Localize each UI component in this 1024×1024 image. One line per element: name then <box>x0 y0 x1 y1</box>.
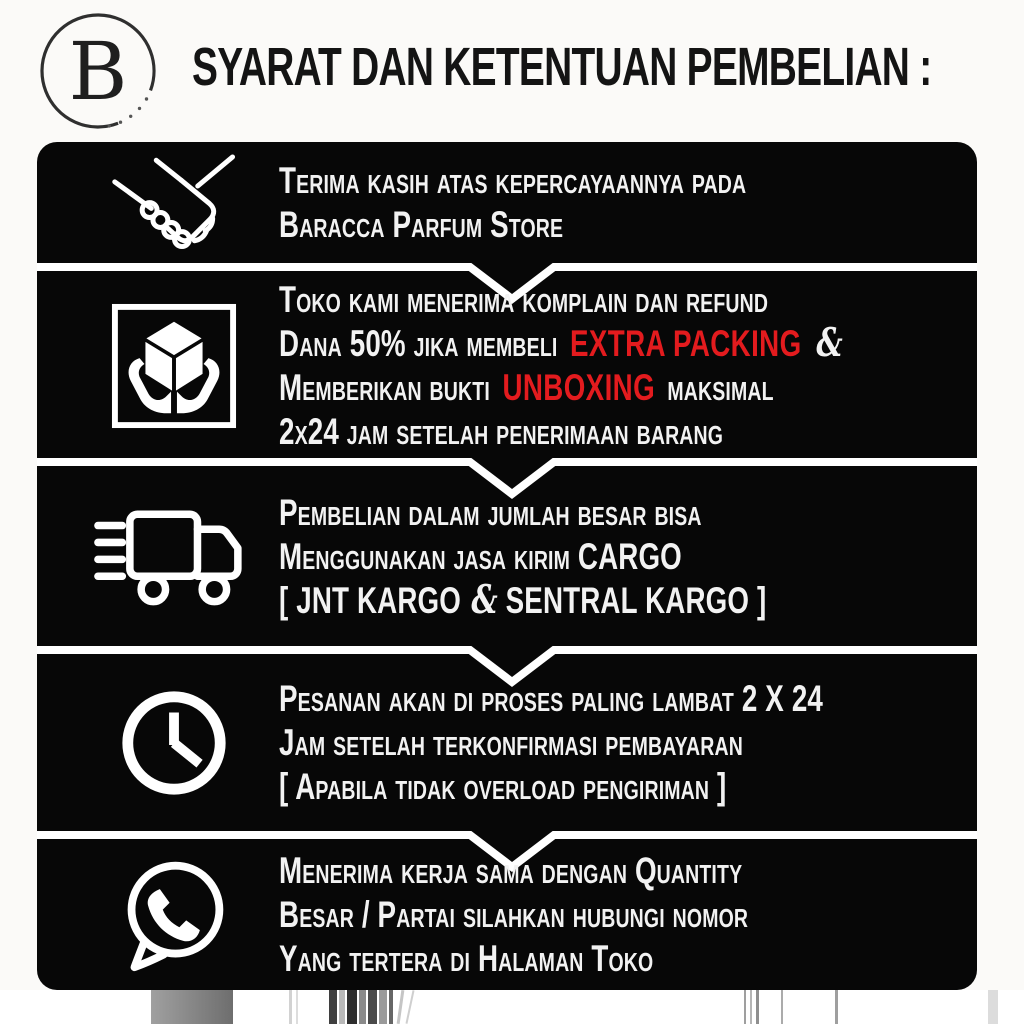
terms-panel <box>37 142 977 990</box>
highlight-text: UNBOXING <box>494 367 656 408</box>
blurred-bottle <box>339 990 345 1024</box>
text-line <box>279 765 823 809</box>
text-line <box>279 366 843 410</box>
blurred-line <box>756 990 759 1024</box>
text-line <box>279 849 748 893</box>
blurred-line <box>397 990 405 1024</box>
text-line <box>279 579 766 623</box>
blurred-bottle <box>329 990 337 1024</box>
section-text <box>279 849 748 981</box>
section-wholesale-contact <box>37 842 977 988</box>
text-line <box>279 677 823 721</box>
text-line <box>279 721 823 765</box>
text-segment: Besar / Partai silahkan hubungi nomor <box>279 894 749 935</box>
ampersand: & <box>806 321 843 366</box>
section-cargo-shipping <box>37 470 977 644</box>
text-line <box>279 203 746 247</box>
text-segment: maksimal <box>659 367 774 408</box>
ampersand: & <box>461 578 498 623</box>
package-protection-icon <box>110 302 238 430</box>
clock-icon <box>115 684 233 802</box>
blurred-bottle <box>389 990 393 1024</box>
blurred-line <box>988 990 998 1024</box>
blurred-bottle <box>347 990 357 1024</box>
blurred-line <box>296 990 298 1024</box>
text-segment: [ Apabila tidak overload pengiriman ] <box>279 766 727 807</box>
blurred-bottle <box>379 990 387 1024</box>
text-segment: Pembelian dalam jumlah besar bisa <box>279 492 702 533</box>
blurred-line <box>744 990 746 1024</box>
text-line <box>279 491 766 535</box>
text-segment: Menerima kerja sama dengan Quantity <box>279 850 743 891</box>
text-line <box>279 322 843 366</box>
text-segment: Pesanan akan di proses paling lambat 2 X 24 <box>279 678 823 719</box>
text-segment: Jam setelah terkonfirmasi pembayaran <box>279 722 743 763</box>
blurred-line <box>835 990 838 1024</box>
handshake-icon <box>92 147 257 259</box>
section-text <box>279 278 843 454</box>
text-segment: Menggunakan jasa kirim CARGO <box>279 536 682 577</box>
text-line <box>279 893 748 937</box>
text-segment: [ JNT KARGO <box>279 580 462 621</box>
blurred-line <box>750 990 752 1024</box>
blurred-bottle <box>359 990 366 1024</box>
text-segment: Yang tertera di Halaman Toko <box>279 938 654 979</box>
header <box>0 0 1024 142</box>
text-segment: Baracca Parfum Store <box>279 204 564 245</box>
section-thank-you <box>37 144 977 262</box>
text-segment: Toko kami menerima komplain dan refund <box>279 279 769 320</box>
blurred-bottle <box>151 990 233 1024</box>
highlight-text: EXTRA PACKING <box>561 323 802 364</box>
text-segment: 2x24 jam setelah penerimaan barang <box>279 411 724 452</box>
section-processing-time <box>37 658 977 828</box>
page-title: SYARAT DAN KETENTUAN PEMBELIAN : <box>192 37 932 97</box>
text-segment: SENTRAL KARGO ] <box>497 580 767 621</box>
blurred-line <box>405 990 414 1024</box>
section-refund-policy <box>37 276 977 456</box>
blurred-line <box>781 990 783 1024</box>
text-segment: Dana 50% jika membeli <box>279 323 558 364</box>
baracca-logo <box>30 6 168 142</box>
blurred-bottle <box>368 990 377 1024</box>
section-text <box>279 677 823 809</box>
text-line <box>279 410 843 454</box>
text-line <box>279 535 766 579</box>
bottom-photo-strip <box>0 990 1024 1024</box>
delivery-truck-icon <box>94 503 254 611</box>
logo-letter: B <box>68 25 128 118</box>
whatsapp-icon <box>113 854 235 976</box>
text-line <box>279 159 746 203</box>
text-segment: Memberikan bukti <box>279 367 490 408</box>
section-text <box>279 491 766 623</box>
section-text <box>279 159 746 247</box>
text-segment: Terima kasih atas kepercayaannya pada <box>279 160 747 201</box>
text-line <box>279 278 843 322</box>
blurred-line <box>289 990 292 1024</box>
text-line <box>279 937 748 981</box>
